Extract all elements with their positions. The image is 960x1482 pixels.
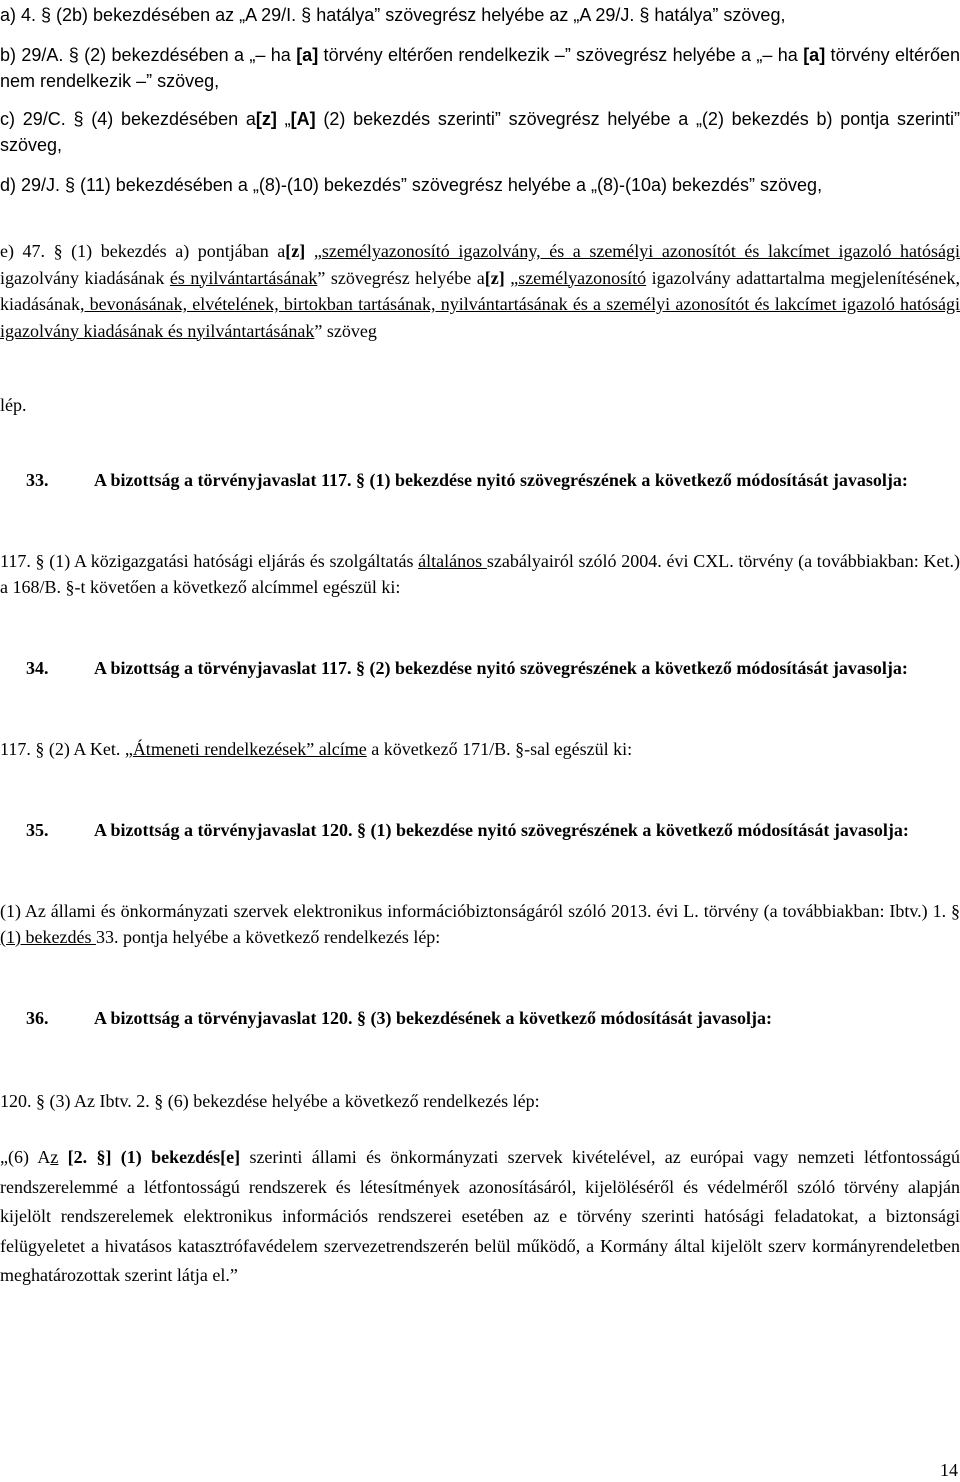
item-e: e) 47. § (1) bekezdés a) pontjában a[z] „személyazonosító igazolvány, és a személyi azonosítót és lakcímet igazoló hatósági igazolvány kiadásának és nyilvántartásának” szövegrész helyébe a[z] „személyazonosító igazolvány adattartalma megjelenítésének, kiadásának, bevonásának, elvételének, birtokban tartásának, nyilvántartásának és a személyi azonosítót és lakcímet igazoló hatósági igazolvány kiadásának és nyilvántartásának” szöveg bbox=[0, 241, 960, 341]
item-a: a) 4. § (2b) bekezdésében az „A 29/I. § hatálya” szövegrész helyébe az „A 29/J. § hatálya” szöveg, bbox=[0, 5, 786, 25]
item-e-end: lép. bbox=[0, 395, 27, 415]
item-c: c) 29/C. § (4) bekezdésében a[z] „[A] (2) bekezdés szerinti” szövegrész helyébe a „(2) bekezdés b) pontja szerinti” szöveg, bbox=[0, 109, 960, 155]
item-d: d) 29/J. § (11) bekezdésében a „(8)-(10) bekezdés” szövegrész helyébe a „(8)-(10a) bekezdés” szöveg, bbox=[0, 175, 823, 195]
section-34-heading: 34. A bizottság a törvényjavaslat 117. § (2) bekezdése nyitó szövegrészének a következő módosítását javasolja: bbox=[26, 658, 908, 678]
section-36-body: 120. § (3) Az Ibtv. 2. § (6) bekezdése helyébe a következő rendelkezés lép: bbox=[0, 1091, 540, 1111]
section-33-heading: 33. A bizottság a törvényjavaslat 117. § (1) bekezdése nyitó szövegrészének a következő módosítását javasolja: bbox=[26, 470, 908, 490]
section-35-body: (1) Az állami és önkormányzati szervek elektronikus információbiztonságáról szóló 2013. évi L. törvény (a továbbiakban: Ibtv.) 1. § (1) bekezdés 33. pontja helyébe a következő rendelkezés lép: bbox=[0, 901, 960, 947]
section-33-body: 117. § (1) A közigazgatási hatósági eljárás és szolgáltatás általános szabályairól szóló 2004. évi CXL. törvény (a továbbiakban: Ket.) a 168/B. §-t követően a következő alcímmel egészül ki: bbox=[0, 551, 960, 597]
section-36-heading: 36. A bizottság a törvényjavaslat 120. § (3) bekezdésének a következő módosítását javasolja: bbox=[26, 1008, 772, 1028]
item-b: b) 29/A. § (2) bekezdésében a „– ha [a] törvény eltérően rendelkezik –” szövegrész helyébe a „– ha [a] törvény eltérően nem rendelkezik –” szöveg, bbox=[0, 45, 960, 91]
section-35-heading: 35. A bizottság a törvényjavaslat 120. § (1) bekezdése nyitó szövegrészének a következő módosítását javasolja: bbox=[26, 820, 909, 840]
section-34-body: 117. § (2) A Ket. „Átmeneti rendelkezések” alcíme a következő 171/B. §-sal egészül ki: bbox=[0, 739, 633, 759]
page-number: 14 bbox=[940, 1460, 958, 1480]
section-36-quote: „(6) Az [2. §] (1) bekezdés[e] szerinti állami és önkormányzati szervek kivételével, az európai vagy nemzeti létfontosságú rendszerelemmé a létfontosságú rendszerek és létesítmények azonosításáról, kijelöléséről és védelméről szóló törvény alapján kijelölt rendszerelemek elektronikus információs rendszerei esetében az e törvény szerinti hatósági feladatokat, a biztonsági felügyeletet a hivatásos katasztrófavédelem szervezetrendszerén belül működő, a Kormány által kijelölt szerv kormányrendeletben meghatározottak szerint látja el.” bbox=[0, 1147, 960, 1285]
